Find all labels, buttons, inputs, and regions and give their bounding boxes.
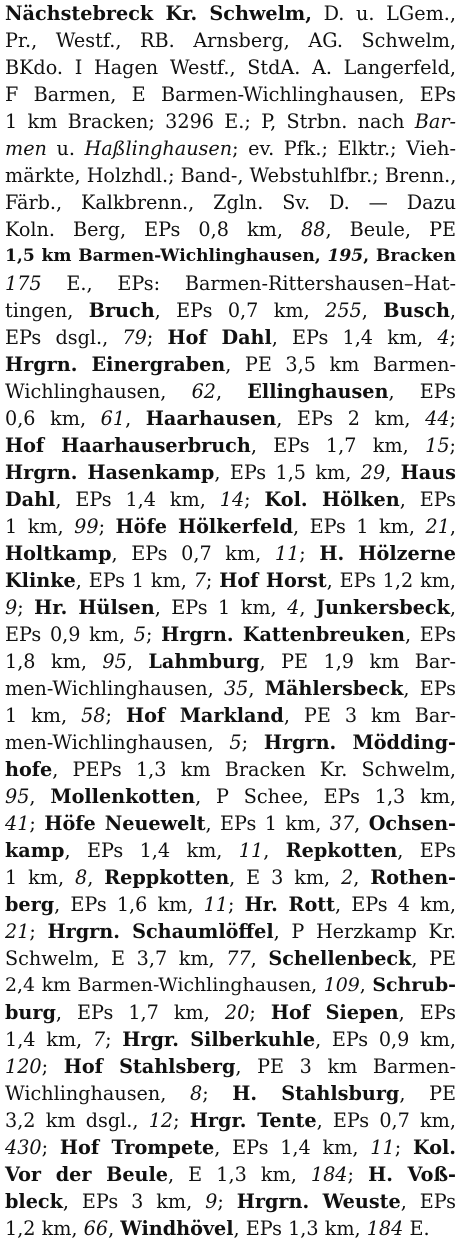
population-number: 62: [191, 380, 216, 403]
population-number: 7: [92, 1028, 106, 1051]
place-name: Haus: [400, 461, 456, 484]
entry-line: [5, 351, 456, 378]
population-number: Bar-: [414, 110, 456, 133]
entry-text: ;: [145, 623, 162, 646]
entry-text: 1,2 km,: [5, 1217, 84, 1240]
place-name: Reppkotten: [104, 866, 230, 889]
population-number: 255: [325, 299, 362, 322]
place-name: Rothen-: [370, 866, 456, 889]
entry-text: EPs 0,9 km,: [5, 623, 134, 646]
entry-text: tingen,: [5, 299, 89, 322]
entry-text: ;: [29, 812, 45, 835]
entry-text: , EPs: [400, 1190, 456, 1213]
entry-line: [5, 108, 456, 135]
entry-line: [5, 81, 456, 108]
entry-line: [5, 1026, 456, 1053]
entry-text: , EPs 0,7 km,: [111, 542, 275, 565]
entry-text: ;: [17, 596, 35, 619]
entry-text: ,: [126, 650, 149, 673]
entry-line: [5, 918, 456, 945]
entry-text: ,: [359, 974, 373, 996]
population-number: 29: [360, 461, 386, 484]
population-number: 9: [205, 1190, 218, 1213]
entry-text: ;: [449, 326, 456, 349]
entry-text: ;: [41, 1055, 64, 1078]
entry-line: [5, 1134, 456, 1161]
population-number: 11: [274, 542, 300, 565]
population-number: 44: [425, 407, 450, 430]
entry-text: , EPs 1 km,: [293, 515, 426, 538]
entry-text: , EPs: [403, 677, 456, 700]
entry-text: , PE 3,5 km Barmen-: [225, 353, 456, 376]
entry-text: , P Herzkamp Kr.: [273, 920, 456, 943]
entry-text: , PE 3 km Barmen-: [235, 1055, 456, 1078]
entry-text: , EPs: [397, 839, 457, 862]
entry-text: , Beule, PE: [325, 218, 456, 241]
place-name: Höfe Neuewelt: [44, 812, 206, 835]
entry-text: 0,6 km,: [5, 407, 101, 430]
population-number: 14: [219, 488, 245, 511]
entry-line: [5, 810, 456, 837]
place-name: , Bracken: [363, 246, 456, 266]
place-name: Kol. Hölken: [264, 488, 400, 511]
entry-text: , EPs 0,7 km,: [154, 299, 326, 322]
entry-line: [5, 621, 456, 648]
entry-text: ,: [354, 812, 369, 835]
entry-text: ;: [249, 1001, 271, 1024]
place-name: Ochsen-: [368, 812, 456, 835]
entry-text: , EPs 1,4 km,: [271, 326, 438, 349]
entry-text: Wichlinghausen,: [5, 380, 192, 403]
place-name: Nächstebreck Kr. Schwelm,: [5, 2, 312, 25]
place-name: Junkersbeck: [315, 596, 450, 619]
entry-text: ,: [449, 299, 457, 322]
entry-text: ,: [87, 866, 105, 889]
entry-line: [5, 54, 456, 81]
entry-text: ;: [241, 731, 264, 754]
entry-text: , EPs: [404, 623, 456, 646]
population-number: 8: [74, 866, 88, 889]
entry-line: [5, 837, 456, 864]
entry-text: , EPs 1,7 km,: [55, 1001, 225, 1024]
entry-text: ,: [449, 596, 456, 619]
entry-text: ;: [449, 434, 456, 457]
population-number: 21: [5, 920, 30, 943]
population-number: 21: [425, 515, 450, 538]
entry-text: , EPs: [398, 1001, 456, 1024]
population-number: 41: [5, 812, 30, 835]
entry-line: [5, 864, 456, 891]
entry-text: 1 km Bracken; 3296 E.; P, Strbn. nach: [5, 110, 415, 133]
entry-text: , E 3 km,: [229, 866, 342, 889]
entry-line: [5, 135, 456, 162]
entry-text: , EPs 0,9 km,: [315, 1028, 456, 1051]
population-number: 4: [287, 596, 300, 619]
population-number: 9: [5, 596, 18, 619]
entry-line: [5, 1053, 456, 1080]
entry-text: ;: [41, 1136, 60, 1159]
place-name: Höfe Hölkerfeld: [115, 515, 293, 538]
population-number: 8: [189, 1082, 203, 1105]
entry-text: ,: [108, 1217, 121, 1240]
entry-text: ,: [248, 677, 265, 700]
entry-line: [5, 1080, 456, 1107]
place-name: Hof Siepen: [270, 1001, 399, 1024]
place-name: kamp: [5, 839, 65, 862]
place-name: Hof Stahlsberg: [63, 1055, 236, 1078]
entry-text: ,: [250, 947, 269, 970]
entry-text: , PE: [411, 947, 456, 970]
entry-line: [5, 513, 456, 540]
entry-line: [5, 1161, 456, 1188]
place-name: Dahl: [5, 488, 56, 511]
entry-text: ;: [217, 1190, 237, 1213]
place-name: burg: [5, 1001, 56, 1024]
population-number: 11: [203, 893, 229, 916]
population-number: 11: [238, 839, 264, 862]
entry-text: ,: [361, 299, 384, 322]
entry-line: [5, 162, 456, 189]
entry-text: , EPs 0,7 km,: [316, 1109, 456, 1132]
population-number: 95: [5, 785, 30, 808]
entry-text: , EPs 1 km,: [75, 569, 194, 592]
entry-text: , EPs 1,4 km,: [55, 488, 220, 511]
entry-text: men-Wichlinghausen,: [5, 731, 230, 754]
entry-text: 3,2 km dsgl.,: [5, 1109, 149, 1132]
entry-text: Koln. Berg, EPs 0,8 km,: [5, 218, 302, 241]
place-name: Bruch: [88, 299, 155, 322]
entry-text: , EPs 1 km,: [205, 812, 330, 835]
entry-text: , EPs 1 km,: [154, 596, 288, 619]
entry-text: EPs dsgl.,: [5, 326, 123, 349]
entry-text: , PE 3 km Bar-: [283, 704, 456, 727]
entry-line: [5, 756, 456, 783]
entry-line: [5, 1107, 456, 1134]
place-name: bleck: [5, 1190, 63, 1213]
place-name: hofe: [5, 758, 53, 781]
entry-text: , EPs: [399, 488, 456, 511]
entry-line: [5, 324, 456, 351]
entry-line: [5, 675, 456, 702]
entry-text: ,: [125, 407, 146, 430]
population-number: 58: [81, 704, 106, 727]
place-name: Hrgrn. Schaumlöffel: [47, 920, 274, 943]
entry-text: Schwelm, E 3,7 km,: [5, 947, 227, 970]
entry-text: u.: [46, 137, 85, 160]
population-number: 77: [226, 947, 251, 970]
place-name: Hrgr. Silberkuhle: [122, 1028, 316, 1051]
place-name: Mollenkotten: [50, 785, 196, 808]
entry-text: , P Schee, EPs 1,3 km,: [195, 785, 457, 808]
entry-line: [5, 891, 456, 918]
entry-line: [5, 540, 456, 567]
entry-line: [5, 459, 456, 486]
place-name: H. Voß-: [368, 1163, 457, 1186]
place-name: Mählersbeck: [264, 677, 404, 700]
entry-line: [5, 567, 456, 594]
entry-text: ,: [299, 596, 316, 619]
entry-line: [5, 27, 456, 54]
population-number: 66: [83, 1217, 109, 1240]
entry-text: ;: [105, 704, 126, 727]
entry-line: [5, 729, 456, 756]
place-name: Hof Dahl: [167, 326, 272, 349]
place-name: Schrub-: [372, 974, 456, 996]
place-name: Windhövel: [120, 1217, 234, 1240]
entry-text: , EPs 1,4 km,: [64, 839, 239, 862]
entry-text: , EPs 4 km,: [335, 893, 456, 916]
entry-text: ,: [353, 866, 371, 889]
population-number: 120: [5, 1055, 42, 1078]
place-name: Lahmburg: [148, 650, 260, 673]
place-name: Hr. Rott: [244, 893, 336, 916]
entry-text: , PE: [399, 1082, 456, 1105]
entry-line: [5, 405, 456, 432]
place-name: berg: [5, 893, 55, 916]
entry-text: ;: [449, 407, 457, 430]
entry-text: E.: [403, 1217, 430, 1240]
population-number: 99: [74, 515, 99, 538]
entry-text: , EPs: [388, 380, 457, 403]
entry-text: , EPs 1,6 km,: [54, 893, 204, 916]
entry-line: [5, 486, 456, 513]
entry-text: ;: [29, 920, 48, 943]
entry-text: BKdo. I Hagen Westf., StdA. A. Langerfeld,: [5, 56, 456, 79]
population-number: 2: [341, 866, 354, 889]
place-name: H. Stahlsburg: [232, 1082, 400, 1105]
entry-text: men-Wichlinghausen,: [5, 677, 224, 700]
entry-line: [5, 243, 456, 270]
population-number: 5: [133, 623, 146, 646]
entry-text: ;: [202, 1082, 233, 1105]
entry-text: ,: [215, 380, 248, 403]
place-name: H. Hölzerne: [319, 542, 456, 565]
population-number: 95: [102, 650, 127, 673]
entry-text: Wichlinghausen,: [5, 1082, 190, 1105]
population-number: 20: [224, 1001, 250, 1024]
entry-text: ,: [29, 785, 51, 808]
entry-text: , EPs 1,3 km,: [233, 1217, 367, 1240]
entry-text: märkte, Holzhdl.; Band-, Webstuhlfbr.; Brenn.,: [5, 164, 457, 187]
population-number: 430: [5, 1136, 42, 1159]
entry-text: , EPs 3 km,: [62, 1190, 206, 1213]
entry-line: [5, 594, 456, 621]
population-number: 11: [370, 1136, 395, 1159]
population-number: Haßlinghausen: [84, 137, 233, 160]
place-name: Hrgr. Tente: [189, 1109, 317, 1132]
entry-line: [5, 648, 456, 675]
entry-text: 2,4 km Barmen-Wichlinghausen,: [5, 974, 324, 996]
gazetteer-entry-naechstebreck: [5, 0, 456, 1242]
place-name: Kol.: [412, 1136, 456, 1159]
place-name: Holtkamp: [5, 542, 112, 565]
entry-text: ;: [98, 515, 116, 538]
entry-line: [5, 0, 456, 27]
entry-text: 1 km,: [5, 515, 75, 538]
entry-line: [5, 216, 456, 243]
entry-text: 1 km,: [5, 704, 82, 727]
place-name: Hrgrn. Einergraben: [5, 353, 226, 376]
entry-line: [5, 297, 456, 324]
entry-text: , EPs 1,7 km,: [250, 434, 426, 457]
entry-text: 1 km,: [5, 866, 75, 889]
entry-text: ;: [244, 488, 265, 511]
place-name: Schellenbeck: [268, 947, 412, 970]
entry-text: ;: [205, 569, 220, 592]
population-number: 12: [148, 1109, 174, 1132]
entry-text: Pr., Westf., RB. Arnsberg, AG. Schwelm,: [5, 29, 456, 52]
entry-line: [5, 270, 456, 297]
entry-text: ,: [385, 461, 401, 484]
entry-text: , EPs 1,5 km,: [214, 461, 361, 484]
place-name: Hof Haarhauserbruch: [5, 434, 251, 457]
population-number: 61: [100, 407, 126, 430]
population-number: 88: [301, 218, 326, 241]
entry-text: ; ev. Pfk.; Elktr.; Vieh-: [232, 137, 456, 160]
population-number: 175: [5, 272, 42, 295]
entry-text: 1,8 km,: [5, 650, 103, 673]
place-name: Hrgrn. Hasenkamp: [5, 461, 215, 484]
population-number: 35: [223, 677, 249, 700]
entry-text: , EPs 2 km,: [276, 407, 426, 430]
entry-line: [5, 783, 456, 810]
entry-text: ;: [394, 1136, 413, 1159]
entry-text: E., EPs: Barmen-Rittershausen–Hat-: [41, 272, 456, 295]
place-name: 1,5 km Barmen-Wichlinghausen,: [5, 246, 328, 266]
entry-text: ;: [146, 326, 168, 349]
population-number: 5: [229, 731, 242, 754]
place-name: Klinke: [5, 569, 76, 592]
entry-line: [5, 999, 456, 1026]
place-name: Vor der Beule: [5, 1163, 168, 1186]
entry-text: F Barmen, E Barmen-Wichlinghausen, EPs: [5, 83, 456, 106]
population-number: 7: [193, 569, 206, 592]
entry-line: [5, 1188, 456, 1215]
entry-text: ;: [299, 542, 320, 565]
population-number: men: [5, 137, 47, 160]
entry-text: 1,4 km,: [5, 1028, 93, 1051]
population-number: 109: [323, 974, 360, 996]
place-name: Hrgrn. Mödding-: [263, 731, 456, 754]
population-number: 184: [366, 1217, 404, 1240]
place-name: Repkotten: [285, 839, 398, 862]
entry-text: ;: [347, 1163, 369, 1186]
entry-text: ;: [105, 1028, 123, 1051]
population-number: 4: [437, 326, 450, 349]
place-name: Hof Horst: [219, 569, 327, 592]
entry-text: ;: [173, 1109, 190, 1132]
place-name: 195: [327, 246, 364, 266]
entry-text: , PE 1,9 km Bar-: [259, 650, 456, 673]
entry-line: [5, 432, 456, 459]
place-name: Busch: [383, 299, 450, 322]
place-name: Hr. Hülsen: [34, 596, 155, 619]
entry-text: Färb., Kalkbrenn., Zgln. Sv. D. — Dazu: [5, 191, 456, 214]
population-number: 184: [310, 1163, 348, 1186]
population-number: 37: [329, 812, 355, 835]
entry-text: , PEPs 1,3 km Bracken Kr. Schwelm,: [52, 758, 456, 781]
entry-text: ;: [228, 893, 245, 916]
population-number: 15: [425, 434, 450, 457]
entry-line: [5, 189, 456, 216]
place-name: Ellinghausen: [247, 380, 389, 403]
entry-text: , EPs 1,2 km,: [326, 569, 456, 592]
place-name: Haarhausen: [145, 407, 277, 430]
entry-text: , EPs 1,4 km,: [214, 1136, 371, 1159]
place-name: Hrgrn. Kattenbreuken: [161, 623, 405, 646]
entry-text: D. u. LGem.,: [311, 2, 456, 25]
population-number: 79: [122, 326, 147, 349]
entry-line: [5, 702, 456, 729]
entry-text: , E 1,3 km,: [167, 1163, 311, 1186]
entry-text: ,: [449, 515, 457, 538]
entry-line: [5, 1215, 456, 1242]
entry-line: [5, 945, 456, 972]
entry-text: ,: [263, 839, 286, 862]
place-name: Hof Markland: [125, 704, 284, 727]
place-name: Hrgrn. Weuste: [236, 1190, 401, 1213]
entry-line: [5, 972, 456, 999]
entry-line: [5, 378, 456, 405]
place-name: Hof Trompete: [59, 1136, 215, 1159]
